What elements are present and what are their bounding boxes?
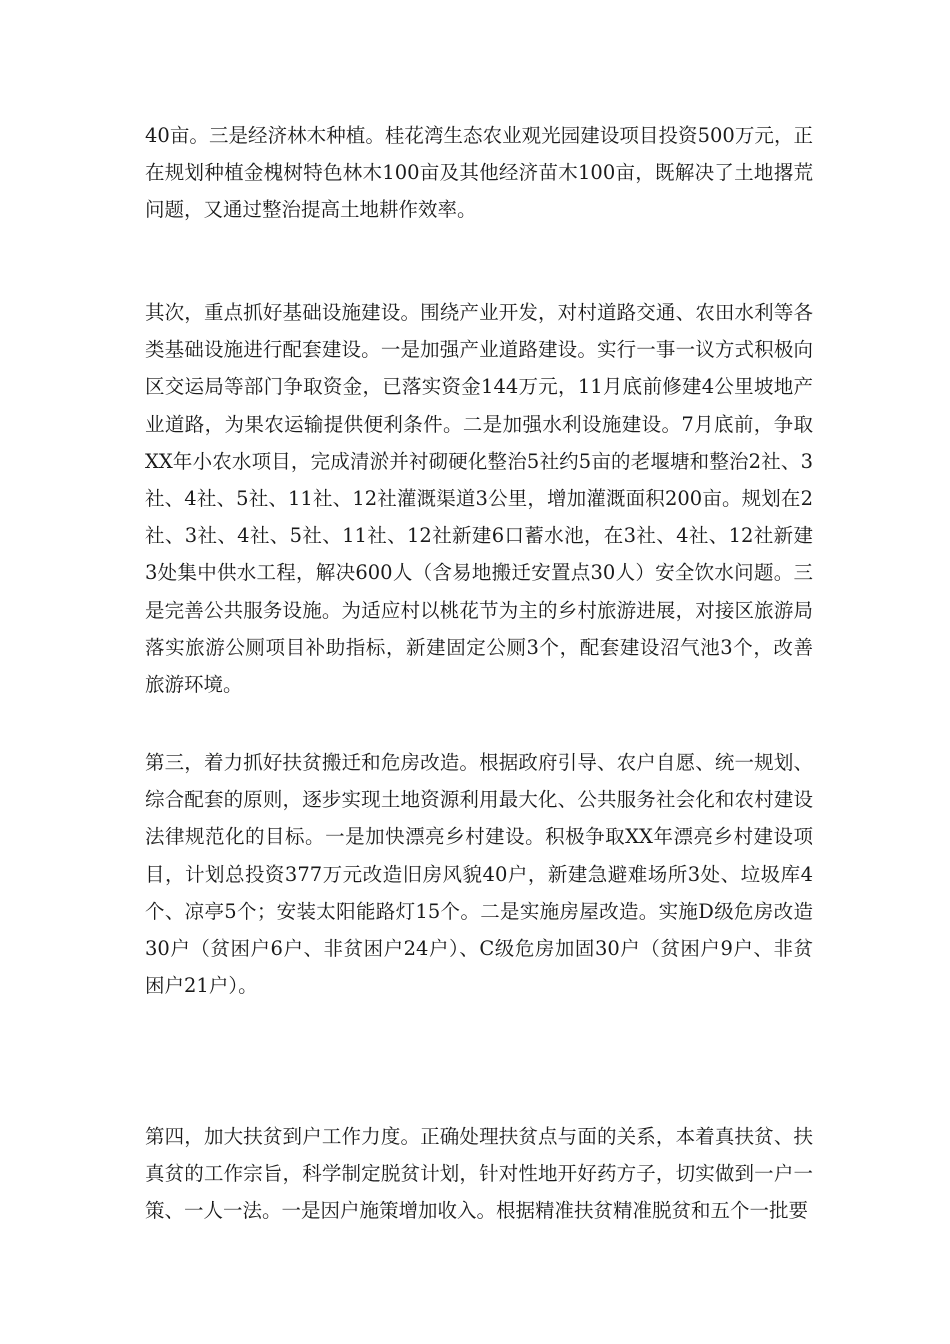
paragraph-infrastructure: 其次，重点抓好基础设施建设。围绕产业开发，对村道路交通、农田水利等各类基础设施进行配套建设。一是加强产业道路建设。实行一事一议方式积极向区交运局等部门争取资金，已落实资金144万元，11月底前修建4公里坡地产业道路，为果农运输提供便利条件。二是加强水利设施建设。7月底前，争取XX年小农水项目，完成清淤并衬砌硬化整治5社约5亩的老堰塘和整治2社、3社、4社、5社、11社、12社灌溉渠道3公里，增加灌溉面积200亩。规划在2社、3社、4社、5社、11社、12社新建6口蓄水池，在3社、4社、12社新建3处集中供水工程，解决600人（含易地搬迁安置点30人）安全饮水问题。三是完善公共服务设施。为适应村以桃花节为主的乡村旅游进展，对接区旅游局落实旅游公厕项目补助指标，新建固定公厕3个，配套建设沼气池3个，改善旅游环境。 bbox=[145, 301, 813, 697]
paragraph-relocation-housing: 第三，着力抓好扶贫搬迁和危房改造。根据政府引导、农户自愿、统一规划、综合配套的原则，逐步实现土地资源利用最大化、公共服务社会化和农村建设法律规范化的目标。一是加快漂亮乡村建设。积极争取XX年漂亮乡村建设项目，计划总投资377万元改造旧房风貌40户，新建急避难场所3处、垃圾库4个、凉亭5个；安装太阳能路灯15个。二是实施房屋改造。实施D级危房改造30户（贫困户6户、非贫困户24户）、C级危房加固30户（贫困户9户、非贫困户21户）。 bbox=[145, 751, 813, 998]
paragraph-household-poverty-relief: 第四，加大扶贫到户工作力度。正确处理扶贫点与面的关系，本着真扶贫、扶真贫的工作宗旨，科学制定脱贫计划，针对性地开好药方子，切实做到一户一策、一人一法。一是因户施策增加收入。根据精准扶贫精准脱贫和五个一批要 bbox=[145, 1125, 813, 1223]
paragraph-economic-forestry: 40亩。三是经济林木种植。桂花湾生态农业观光园建设项目投资500万元，正在规划种植金槐树特色林木100亩及其他经济苗木100亩，既解决了土地撂荒问题，又通过整治提高土地耕作效率。 bbox=[145, 124, 813, 222]
